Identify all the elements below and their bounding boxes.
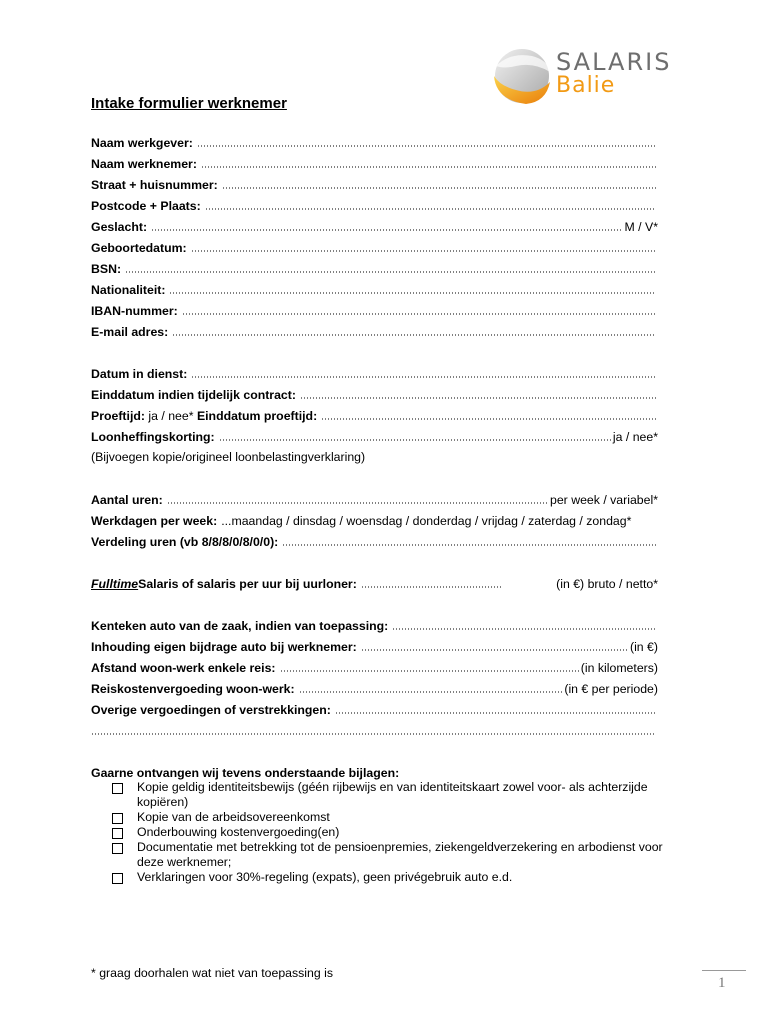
field-naam-werknemer[interactable] (91, 155, 658, 171)
field-aantal-uren[interactable] (91, 491, 658, 507)
proeftijd-options[interactable]: ja / nee* (148, 409, 194, 423)
list-item-text: Verklaringen voor 30%-regeling (expats), geen privégebruik auto e.d. (137, 870, 513, 884)
field-bsn[interactable] (91, 260, 658, 276)
field-suffix: (in kilometers) (580, 661, 658, 675)
field-nationaliteit[interactable] (91, 281, 658, 297)
list-item (112, 870, 682, 885)
fill-line (191, 376, 656, 378)
fill-line (335, 712, 656, 714)
field-werkdagen[interactable] (91, 512, 658, 528)
field-geslacht[interactable] (91, 218, 658, 234)
field-iban[interactable] (91, 302, 658, 318)
fill-line (321, 418, 656, 420)
field-label: Afstand woon-werk enkele reis: (91, 661, 276, 675)
list-item (112, 780, 682, 810)
field-inhouding[interactable] (91, 638, 658, 654)
fill-line (197, 145, 656, 147)
field-proeftijd[interactable] (91, 407, 658, 423)
field-label: Verdeling uren (vb 8/8/8/0/8/0/0): (91, 535, 279, 549)
field-label: Naam werkgever: (91, 136, 193, 150)
list-item (112, 825, 682, 840)
field-label: Nationaliteit: (91, 283, 166, 297)
field-label-einddatum-proeftijd: Einddatum proeftijd: (196, 409, 318, 423)
field-label: Geslacht: (91, 220, 148, 234)
fill-line (169, 292, 656, 294)
field-suffix: (in €) bruto / netto* (556, 577, 658, 591)
checkbox[interactable] (112, 843, 123, 854)
checkbox[interactable] (112, 828, 123, 839)
page-title: Intake formulier werknemer (91, 95, 287, 112)
field-label: Reiskostenvergoeding woon-werk: (91, 682, 295, 696)
fill-line (392, 628, 656, 630)
field-salaris[interactable] (91, 575, 658, 591)
checkbox[interactable] (112, 873, 123, 884)
field-suffix: M / V* (624, 220, 658, 234)
list-item-text: Kopie van de arbeidsovereenkomst (137, 810, 330, 824)
fill-line (172, 334, 656, 336)
field-loonheffingskorting[interactable] (91, 428, 658, 444)
fill-line (151, 229, 622, 231)
field-label: Straat + huisnummer: (91, 178, 218, 192)
field-suffix: (in € per periode) (564, 682, 658, 696)
field-datum-in-dienst[interactable] (91, 365, 658, 381)
field-verdeling-uren[interactable] (91, 533, 658, 549)
field-label: Inhouding eigen bijdrage auto bij werknemer: (91, 640, 357, 654)
field-naam-werkgever[interactable] (91, 134, 658, 150)
list-item (112, 810, 682, 825)
fill-line (91, 733, 656, 735)
field-label: Naam werknemer: (91, 157, 197, 171)
checkbox[interactable] (112, 813, 123, 824)
field-label: Loonheffingskorting: (91, 430, 215, 444)
list-item-text: Documentatie met betrekking tot de pensioenpremies, ziekengeldverzekering en arbodienst voor deze werknemer; (137, 840, 663, 869)
field-label: Einddatum indien tijdelijk contract: (91, 388, 296, 402)
salarisbalie-logo (486, 42, 686, 112)
fill-line (300, 397, 656, 399)
fill-line (361, 649, 628, 651)
field-label: Kenteken auto van de zaak, indien van toepassing: (91, 619, 389, 633)
field-label: Postcode + Plaats: (91, 199, 201, 213)
fill-line (182, 313, 656, 315)
logo-text-salaris: SALARIS (556, 48, 672, 76)
werkdagen-options[interactable]: ...maandag / dinsdag / woensdag / donderdag / vrijdag / zaterdag / zondag* (221, 514, 632, 528)
fill-line (205, 208, 656, 210)
field-label: Overige vergoedingen of verstrekkingen: (91, 703, 331, 717)
field-label: Aantal uren: (91, 493, 163, 507)
fill-line (201, 166, 656, 168)
page-number: 1 (718, 975, 726, 991)
fill-line (125, 271, 656, 273)
field-email[interactable] (91, 323, 658, 339)
field-label: Werkdagen per week: (91, 514, 218, 528)
list-item (112, 840, 682, 870)
field-overige[interactable] (91, 701, 658, 717)
field-label: Datum in dienst: (91, 367, 188, 381)
fill-line (219, 439, 611, 441)
field-straat[interactable] (91, 176, 658, 192)
fill-line (361, 586, 501, 588)
field-suffix: per week / variabel* (550, 493, 658, 507)
fill-line (167, 502, 548, 504)
list-item-text: Kopie geldig identiteitsbewijs (géén rijbewijs en van identiteitskaart zowel voor- als achterzijde kopiëren) (137, 780, 648, 809)
field-label: E-mail adres: (91, 325, 169, 339)
field-einddatum[interactable] (91, 386, 658, 402)
field-label: BSN: (91, 262, 122, 276)
bijvoegen-note: (Bijvoegen kopie/origineel loonbelastingverklaring) (91, 450, 366, 464)
field-label: Proeftijd: (91, 409, 145, 423)
field-reiskosten[interactable] (91, 680, 658, 696)
field-suffix: ja / nee* (612, 430, 658, 444)
field-kenteken[interactable] (91, 617, 658, 633)
fulltime-label: Fulltime (91, 577, 139, 591)
field-postcode[interactable] (91, 197, 658, 213)
field-suffix: (in €) (629, 640, 658, 654)
logo-text-balie: Balie (556, 73, 616, 98)
field-label: Geboortedatum: (91, 241, 187, 255)
field-label: IBAN-nummer: (91, 304, 178, 318)
footnote: * graag doorhalen wat niet van toepassing is (91, 966, 333, 980)
fill-line (299, 691, 563, 693)
page-number-divider (702, 970, 746, 971)
field-overige-continued[interactable] (91, 722, 658, 738)
fill-line (282, 544, 656, 546)
field-label: Salaris of salaris per uur bij uurloner: (138, 577, 357, 591)
list-item-text: Onderbouwing kostenvergoeding(en) (137, 825, 340, 839)
field-geboortedatum[interactable] (91, 239, 658, 255)
fill-line (191, 250, 656, 252)
logo-swirl-icon (486, 42, 556, 112)
field-afstand[interactable] (91, 659, 658, 675)
fill-line (222, 187, 656, 189)
fill-line (280, 670, 579, 672)
attachments-list (112, 780, 682, 885)
checkbox[interactable] (112, 783, 123, 794)
attachments-heading: Gaarne ontvangen wij tevens onderstaande bijlagen: (91, 766, 400, 780)
